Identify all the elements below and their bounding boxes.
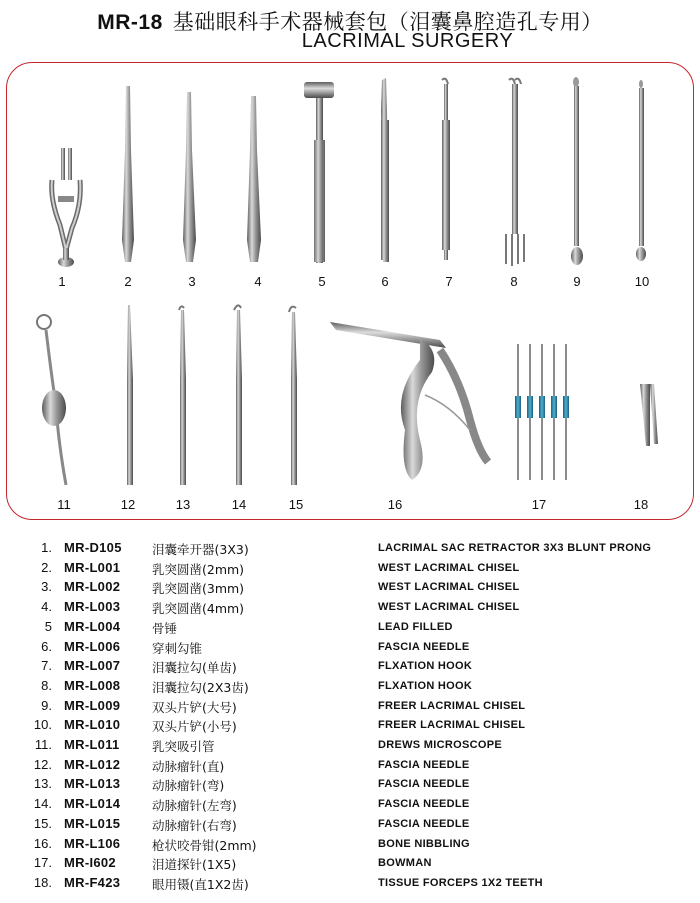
figure-number: 4 (254, 274, 262, 289)
instrument-12-needle (127, 305, 133, 485)
list-item: 17. MR-I602 泪道探针(1X5) BOWMAN (33, 855, 432, 873)
instrument-16-rongeur (330, 322, 488, 480)
figure-number: 9 (573, 274, 581, 289)
figure-number: 13 (175, 497, 191, 512)
list-item: 1. MR-D105 泪囊牵开器(3X3) LACRIMAL SAC RETRACTOR 3X3 BLUNT PRONG (41, 540, 652, 557)
list-item: 8. MR-L008 泪囊拉勾(2X3齿) FLXATION HOOK (41, 677, 473, 695)
figure-number: 14 (231, 497, 247, 512)
figure-number: 1 (58, 274, 66, 289)
list-item: 14. MR-L014 动脉瘤针(左弯) FASCIA NEEDLE (33, 796, 470, 814)
instrument-17-probes (515, 344, 569, 480)
figure-number: 15 (288, 497, 304, 512)
instrument-15-needle (289, 307, 297, 485)
instrument-3-chisel (183, 92, 196, 262)
list-item: 6. MR-L006 穿刺勾锥 FASCIA NEEDLE (41, 638, 470, 656)
figure-number: 8 (510, 274, 518, 289)
instrument-4-chisel (247, 96, 261, 262)
figure-number: 3 (188, 274, 196, 289)
set-title-cn: 基础眼科手术器械套包（泪囊鼻腔造孔专用） (172, 10, 603, 34)
list-item: 7. MR-L007 泪囊拉勾(单齿) FLXATION HOOK (41, 658, 473, 676)
list-item: 12. MR-L012 动脉瘤针(直) FASCIA NEEDLE (33, 756, 470, 774)
list-item: 10. MR-L010 双头片铲(小号) FREER LACRIMAL CHISEL (33, 717, 526, 735)
set-code: MR-18 (97, 11, 163, 34)
figure-number: 16 (387, 497, 403, 512)
list-item: 3. MR-L002 乳突圆凿(3mm) WEST LACRIMAL CHISEL (41, 579, 520, 597)
instrument-2-chisel (122, 86, 134, 262)
instrument-14-needle (234, 305, 242, 485)
figure-number: 10 (634, 274, 650, 289)
list-item: 18. MR-F423 眼用镊(直1X2齿) TISSUE FORCEPS 1X2 TEETH (33, 874, 543, 892)
figure-number: 11 (57, 497, 71, 512)
list-item: 11. MR-L011 乳突吸引管 DREWS MICROSCOPE (34, 737, 502, 754)
instrument-9-freer (571, 77, 583, 265)
set-title-en: LACRIMAL SURGERY (301, 30, 514, 52)
list-item: 15. MR-L015 动脉瘤针(右弯) FASCIA NEEDLE (33, 815, 470, 833)
instrument-13-needle (179, 306, 186, 485)
instrument-10-freer (636, 80, 646, 261)
instrument-11-suction (37, 315, 66, 485)
figure-number: 12 (120, 497, 136, 512)
figure-number: 5 (318, 274, 326, 289)
list-item: 4. MR-L003 乳突圆凿(4mm) WEST LACRIMAL CHISEL (41, 599, 520, 617)
list-item: 9. MR-L009 双头片铲(大号) FREER LACRIMAL CHISEL (41, 697, 526, 715)
figure-number: 2 (124, 274, 132, 289)
list-item: 5 MR-L004 骨锤 LEAD FILLED (44, 618, 453, 636)
figure-number: 6 (381, 274, 389, 289)
instrument-8-rake (506, 79, 524, 266)
instrument-1-retractor (52, 148, 81, 267)
figure-number: 18 (633, 497, 649, 512)
instrument-18-forceps (640, 384, 658, 446)
instrument-7-hook (442, 79, 450, 260)
figure-number: 17 (531, 497, 547, 512)
instrument-6-needle (381, 78, 389, 262)
list-item: 2. MR-L001 乳突圆凿(2mm) WEST LACRIMAL CHISEL (41, 559, 520, 577)
figure-number: 7 (445, 274, 453, 289)
instrument-5-mallet (304, 82, 334, 263)
list-item: 13. MR-L013 动脉瘤针(弯) FASCIA NEEDLE (33, 776, 470, 794)
list-item: 16. MR-L106 枪状咬骨钳(2mm) BONE NIBBLING (33, 835, 470, 853)
